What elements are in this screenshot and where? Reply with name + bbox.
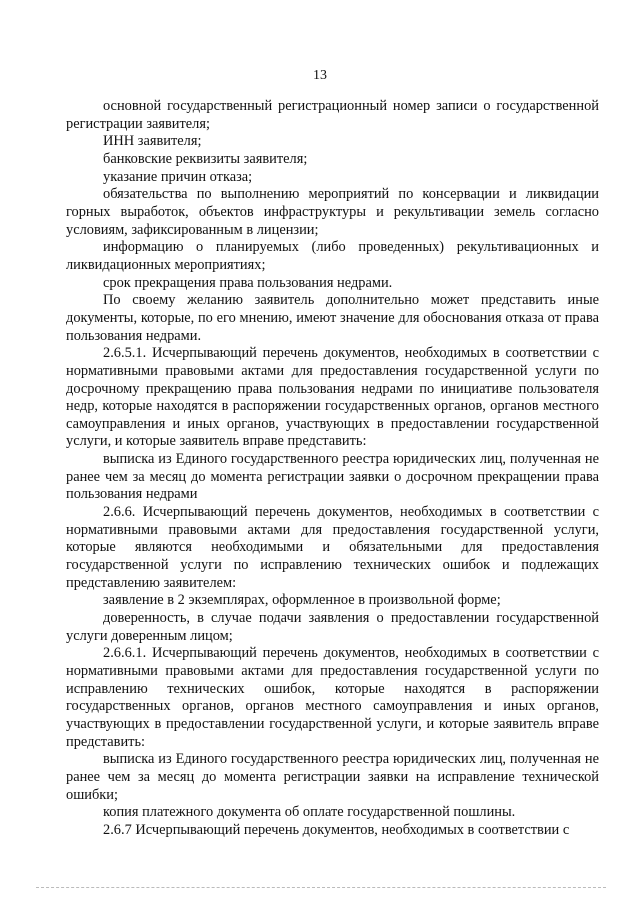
bottom-scan-edge (36, 887, 606, 888)
paragraph-payment-copy: копия платежного документа об оплате государственной пошлины. (103, 804, 516, 821)
page-number: 13 (313, 68, 327, 83)
section-2-6-5-1: 2.6.5.1. Исчерпывающий перечень документов, необходимых в соответствии с нормативными правовыми актами для предоставления государственной услуги по досрочному прекращению права пользования недрами по инициативе пользователя недр, которые находятся в распоряжении государственных органов, органов местного самоуправления и иных органов, участвующих в предоставлении государственной услуги, и которые заявитель вправе представить: (66, 345, 599, 450)
paragraph-egrul-extract-1: выписка из Единого государственного реестра юридических лиц, полученная не ранее чем за месяц до момента регистрации заявки о досрочном прекращении права пользования недрами (66, 451, 599, 503)
paragraph-refusal-reasons: указание причин отказа; (103, 168, 253, 185)
section-2-6-6: 2.6.6. Исчерпывающий перечень документов, необходимых в соответствии с нормативными правовыми актами для предоставления государственной услуги, которые являются необходимыми и обязательными для предоставления государственной услуги по исправлению технических ошибок и подлежащих представлению заявителем: (66, 504, 599, 591)
paragraph-application-copies: заявление в 2 экземплярах, оформленное в произвольной форме; (103, 592, 501, 609)
section-2-6-7: 2.6.7 Исчерпывающий перечень документов, необходимых в соответствии с (103, 821, 570, 838)
paragraph-obligations: обязательства по выполнению мероприятий по консервации и ликвидации горных выработок, объектов инфраструктуры и рекультивации земель согласно условиям, зафиксированным в лицензии; (66, 186, 599, 238)
paragraph-reclamation-info: информацию о планируемых (либо проведенных) рекультивационных и ликвидационных мероприятиях; (66, 239, 599, 273)
paragraph-inn: ИНН заявителя; (103, 133, 202, 150)
paragraph-termination-date: срок прекращения права пользования недрами. (103, 274, 393, 291)
paragraph-additional-docs: По своему желанию заявитель дополнительно может представить иные документы, которые, по его мнению, имеют значение для обоснования отказа от права пользования недрами. (66, 292, 599, 344)
paragraph-bank-details: банковские реквизиты заявителя; (103, 150, 308, 167)
document-body (66, 98, 599, 840)
paragraph-power-of-attorney: доверенность, в случае подачи заявления о предоставлении государственной услуги доверенным лицом; (66, 610, 599, 644)
paragraph-ogrn: основной государственный регистрационный номер записи о государственной регистрации заявителя; (66, 98, 599, 132)
paragraph-egrul-extract-2: выписка из Единого государственного реестра юридических лиц, полученная не ранее чем за месяц до момента регистрации заявки на исправление технической ошибки; (66, 751, 599, 803)
section-2-6-6-1: 2.6.6.1. Исчерпывающий перечень документов, необходимых в соответствии с нормативными правовыми актами для предоставления государственной услуги по исправлению технических ошибок, которые находятся в распоряжении государственных органов, органов местного самоуправления и иных органов, участвующих в предоставлении государственной услуги, и которые заявитель вправе представить: (66, 645, 599, 750)
